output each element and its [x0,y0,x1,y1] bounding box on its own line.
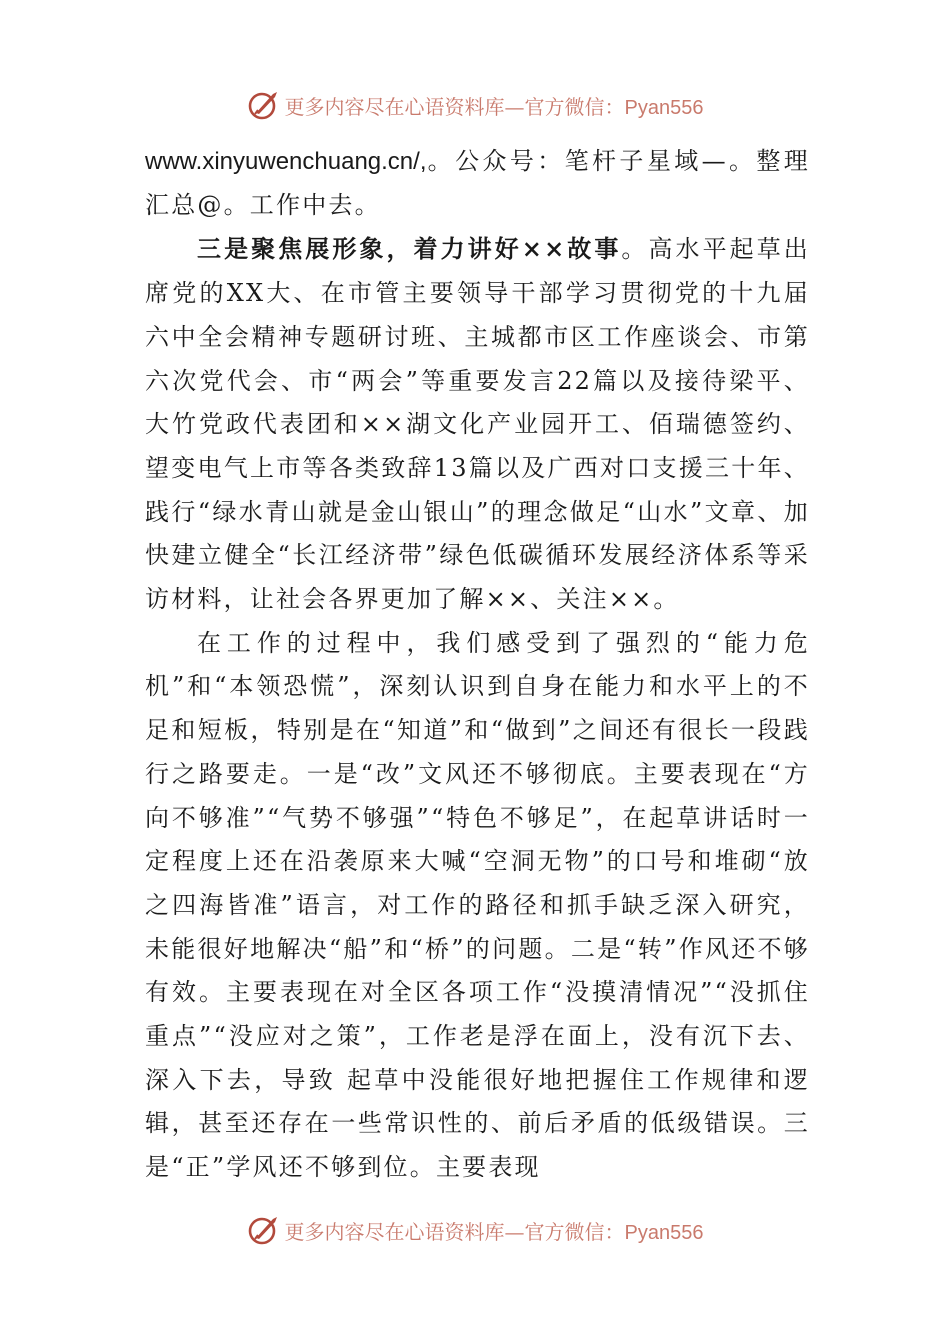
paragraph-2-heading: 三是聚焦展形象，着力讲好××故事 [197,234,622,264]
website-url: www.xinyuwenchuang.cn/, [145,148,427,175]
banner-text [285,91,704,120]
footer-banner [0,1205,950,1255]
banner-handle: Pyan556 [624,1221,704,1244]
paragraph-2 [145,227,810,621]
quill-logo-icon [247,88,281,122]
paragraph-1-text: 。公众号：笔杆子星域—。整理汇总@。工作中去。 [145,147,810,219]
banner-slogan: 更多内容尽在心语资料库—官方微信： [284,94,625,119]
paragraph-3: 在工作的过程中，我们感受到了强烈的“能力危机”和“本领恐慌”，深刻认识到自身在能力和水平上的不足和短板，特别是在“知道”和“做到”之间还有很长一段践行之路要走。一是“改”文风还不够彻底。主要表现在“方向不够准”“气势不够强”“特色不够足”，在起草讲话时一定程度上还在沿袭原来大喊“空洞无物”的口号和堆砌“放之四海皆准”语言，对工作的路径和抓手缺乏深入研究，未能很好地解决“船”和“桥”的问题。二是“转”作风还不够有效。主要表现在对全区各项工作“没摸清情况”“没抓住重点”“没应对之策”，工作老是浮在面上，没有沉下去、深入下去，导致 起草中没能很好地把握住工作规律和逻辑，甚至还存在一些常识性的、前后矛盾的低级错误。三是“正”学风还不够到位。主要表现 [145,628,810,1182]
header-banner [0,80,950,130]
document-body [145,140,810,1190]
paragraph-1 [145,140,810,227]
banner-text [285,1216,704,1245]
quill-logo-icon [247,1213,281,1247]
banner-slogan: 更多内容尽在心语资料库—官方微信： [284,1219,625,1244]
paragraph-2-text: 。高水平起草出席党的XX大、在市管主要领导干部学习贯彻党的十九届六中全会精神专题研讨班、主城都市区工作座谈会、市第六次党代会、市“两会”等重要发言22篇以及接待梁平、大竹党政代表团和××湖文化产业园开工、佰瑞德签约、望变电气上市等各类致辞13篇以及广西对口支援三十年、践行“绿水青山就是金山银山”的理念做足“山水”文章、加快建立健全“长江经济带”绿色低碳循环发展经济体系等采访材料，让社会各界更加了解××、关注××。 [145,235,810,614]
banner-handle: Pyan556 [624,96,704,119]
